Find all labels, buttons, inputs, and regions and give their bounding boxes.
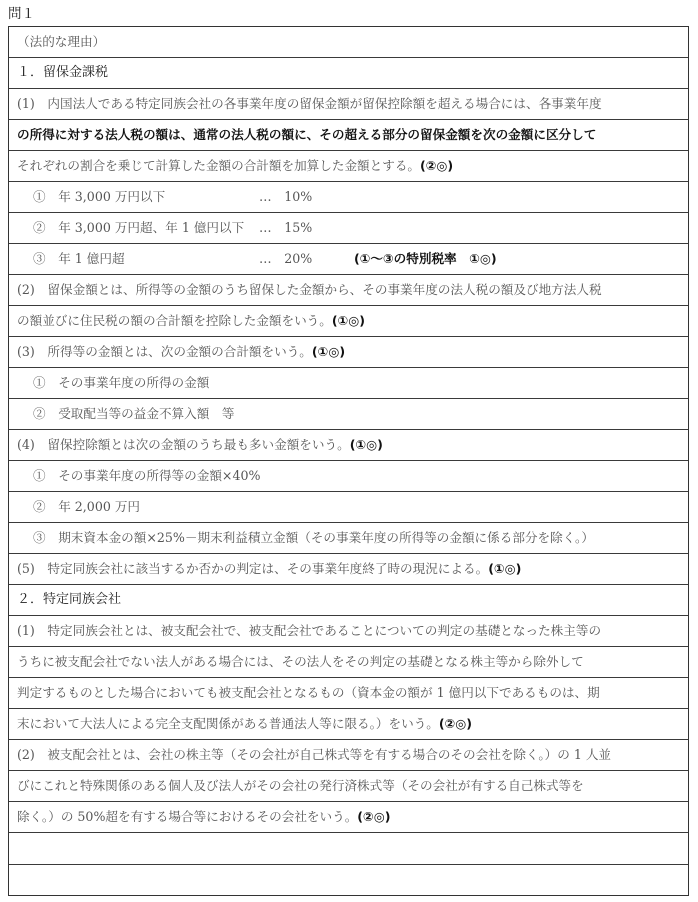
- line-text: 判定するものとした場合においても被支配会社となるもの（資本金の額が 1 億円以下であるものは、期: [17, 685, 600, 700]
- heading-specified-family-company: [9, 585, 688, 616]
- line-21: [9, 647, 688, 678]
- line-text: の額並びに住民税の額の合計額を控除した金額をいう。: [17, 313, 332, 328]
- rate-bracket: ② 年 3,000 万円超、年 1 億円以下: [33, 220, 245, 235]
- heading-text: ２．特定同族会社: [17, 592, 122, 607]
- line-24: [9, 740, 688, 771]
- answer-sheet: [8, 26, 689, 896]
- line-text: ① その事業年度の所得の金額: [33, 375, 210, 390]
- line-26: [9, 802, 688, 833]
- line-text: (1) 特定同族会社とは、被支配会社で、被支配会社であることについての判定の基礎となった株主等の: [17, 623, 602, 638]
- line-10: [9, 306, 688, 337]
- line-9: [9, 275, 688, 306]
- line-text: (1) 内国法人である特定同族会社の各事業年度の留保金額が留保控除額を超える場合には、各事業年度: [17, 96, 602, 111]
- section-note: [9, 27, 688, 58]
- heading-retention-tax: [9, 58, 688, 89]
- rate-row-2: [9, 213, 688, 244]
- line-text: 除く。）の 50%超を有する場合等におけるその会社をいう。: [17, 809, 358, 824]
- rate-value: … 15%: [259, 220, 313, 235]
- line-20: [9, 616, 688, 647]
- line-18: [9, 554, 688, 585]
- line-text: (5) 特定同族会社に該当するか否かの判定は、その事業年度終了時の現況による。: [17, 561, 489, 576]
- score-mark: (②◎): [357, 809, 391, 824]
- line-text: (2) 留保金額とは、所得等の金額のうち留保した金額から、その事業年度の法人税の額及び地方法人税: [17, 282, 602, 297]
- line-text: うちに被支配会社でない法人がある場合には、その法人をその判定の基礎となる株主等から除外して: [17, 654, 584, 669]
- line-text: びにこれと特殊関係のある個人及び法人がその会社の発行済株式等（その会社が有する自己株式等を: [17, 778, 584, 793]
- line-23: [9, 709, 688, 740]
- rate-bracket: ① 年 3,000 万円以下: [33, 189, 166, 204]
- line-3: [9, 89, 688, 120]
- score-mark: (①～③の特別税率 ①◎): [354, 251, 497, 266]
- blank-line: [9, 833, 688, 865]
- question-title: 問１: [8, 6, 35, 22]
- line-14: [9, 430, 688, 461]
- line-text: ② 受取配当等の益金不算入額 等: [33, 406, 235, 421]
- line-22: [9, 678, 688, 709]
- line-text: ① その事業年度の所得等の金額×40%: [33, 468, 261, 483]
- line-15: [9, 461, 688, 492]
- line-text: (4) 留保控除額とは次の金額のうち最も多い金額をいう。: [17, 437, 350, 452]
- score-mark: (①◎): [311, 344, 346, 359]
- line-17: [9, 523, 688, 554]
- note-text: （法的な理由）: [17, 34, 106, 49]
- line-text: それぞれの割合を乗じて計算した金額の合計額を加算した金額とする。: [17, 158, 420, 173]
- score-mark: (①◎): [331, 313, 366, 328]
- rate-row-3: [9, 244, 688, 275]
- line-text: 末において大法人による完全支配関係がある普通法人等に限る。）をいう。: [17, 716, 439, 731]
- line-text: の所得に対する法人税の額は、通常の法人税の額に、その超える部分の留保金額を次の金額に区分して: [17, 127, 597, 142]
- line-text: ③ 期末資本金の額×25%－期末利益積立金額（その事業年度の所得等の金額に係る部分を除く。）: [33, 530, 594, 545]
- line-13: [9, 399, 688, 430]
- line-12: [9, 368, 688, 399]
- line-11: [9, 337, 688, 368]
- line-16: [9, 492, 688, 523]
- line-text: (2) 被支配会社とは、会社の株主等（その会社が自己株式等を有する場合のその会社を除く。）の 1 人並: [17, 747, 612, 762]
- rate-value: … 10%: [259, 189, 313, 204]
- score-mark: (②◎): [420, 158, 454, 173]
- rate-bracket: ③ 年 1 億円超: [33, 251, 125, 266]
- line-5: [9, 151, 688, 182]
- line-25: [9, 771, 688, 802]
- line-text: (3) 所得等の金額とは、次の金額の合計額をいう。: [17, 344, 312, 359]
- rate-value: … 20%: [259, 251, 313, 266]
- line-text: ② 年 2,000 万円: [33, 499, 141, 514]
- rate-row-1: [9, 182, 688, 213]
- heading-text: １．留保金課税: [17, 65, 109, 80]
- blank-line: [9, 865, 688, 897]
- score-mark: (①◎): [349, 437, 383, 452]
- score-mark: (②◎): [438, 716, 473, 731]
- score-mark: (①◎): [488, 561, 522, 576]
- line-4: [9, 120, 688, 151]
